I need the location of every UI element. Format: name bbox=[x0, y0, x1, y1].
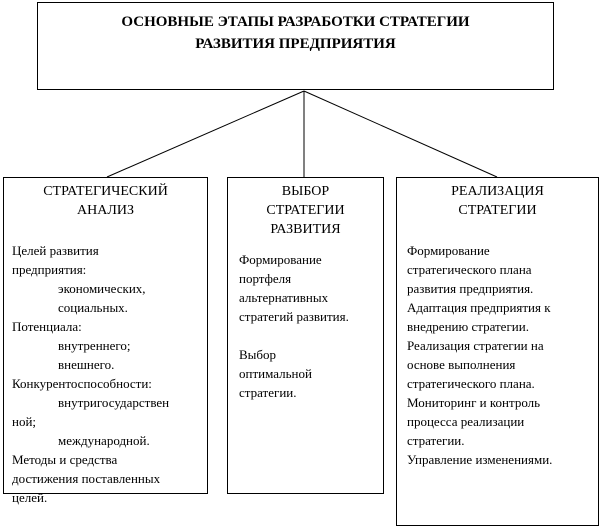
strategy-implementation-box bbox=[396, 177, 599, 526]
list-item: основе выполнения bbox=[407, 357, 516, 372]
diagram-title bbox=[38, 11, 553, 55]
list-item: целей. bbox=[12, 490, 48, 505]
heading-line: СТРАТЕГИИ bbox=[458, 203, 537, 218]
heading-line: РЕАЛИЗАЦИЯ bbox=[451, 184, 544, 199]
list-item: международной. bbox=[58, 433, 150, 448]
strategic-analysis-box bbox=[3, 177, 208, 505]
list-item: ной; bbox=[12, 414, 37, 429]
list-item: Выбор bbox=[239, 347, 277, 362]
title-line-1: ОСНОВНЫЕ ЭТАПЫ РАЗРАБОТКИ СТРАТЕГИИ bbox=[121, 14, 470, 30]
list-item bbox=[239, 326, 379, 345]
strategy-implementation-heading bbox=[397, 182, 598, 220]
list-item: Адаптация предприятия к bbox=[407, 300, 551, 315]
list-item: стратегии. bbox=[407, 433, 465, 448]
strategy-choice-heading bbox=[228, 182, 383, 239]
strategy-choice-list bbox=[228, 250, 383, 402]
list-item: Управление изменениями. bbox=[407, 452, 553, 467]
list-item: Методы и средства bbox=[12, 452, 118, 467]
list-item: социальных. bbox=[58, 300, 128, 315]
strategic-analysis-heading bbox=[4, 182, 207, 220]
list-item: Конкурентоспособности: bbox=[12, 376, 152, 391]
strategy-implementation-list bbox=[397, 241, 598, 469]
heading-line: ВЫБОР bbox=[281, 184, 330, 199]
connector-left bbox=[107, 91, 304, 177]
list-item: внутреннего; bbox=[58, 338, 131, 353]
list-item: Потенциала: bbox=[12, 319, 82, 334]
list-item: внешнего. bbox=[58, 357, 115, 372]
list-item: развития предприятия. bbox=[407, 281, 534, 296]
diagram-title-box bbox=[37, 2, 554, 90]
heading-line: АНАЛИЗ bbox=[77, 203, 134, 218]
heading-line: СТРАТЕГИИ bbox=[266, 203, 345, 218]
list-item: достижения поставленных bbox=[12, 471, 161, 486]
list-item: внедрению стратегии. bbox=[407, 319, 529, 334]
list-item: внутригосударствен bbox=[58, 395, 170, 410]
list-item: предприятия: bbox=[12, 262, 87, 277]
list-item: процесса реализации bbox=[407, 414, 525, 429]
list-item: стратегий развития. bbox=[239, 309, 349, 324]
list-item: Формирование bbox=[239, 252, 322, 267]
connector-right bbox=[304, 91, 497, 177]
strategic-analysis-list bbox=[4, 241, 207, 507]
list-item: Целей развития bbox=[12, 243, 99, 258]
list-item: экономических, bbox=[58, 281, 146, 296]
title-line-2: РАЗВИТИЯ ПРЕДПРИЯТИЯ bbox=[195, 36, 396, 52]
list-item: портфеля bbox=[239, 271, 292, 286]
list-item: стратегического плана bbox=[407, 262, 532, 277]
list-item: стратегии. bbox=[239, 385, 297, 400]
list-item: Формирование bbox=[407, 243, 490, 258]
list-item: оптимальной bbox=[239, 366, 312, 381]
heading-line: РАЗВИТИЯ bbox=[270, 222, 341, 237]
list-item: Реализация стратегии на bbox=[407, 338, 544, 353]
list-item: альтернативных bbox=[239, 290, 329, 305]
list-item: Мониторинг и контроль bbox=[407, 395, 541, 410]
list-item: стратегического плана. bbox=[407, 376, 535, 391]
heading-line: СТРАТЕГИЧЕСКИЙ bbox=[43, 184, 168, 199]
strategy-choice-box bbox=[227, 177, 384, 494]
